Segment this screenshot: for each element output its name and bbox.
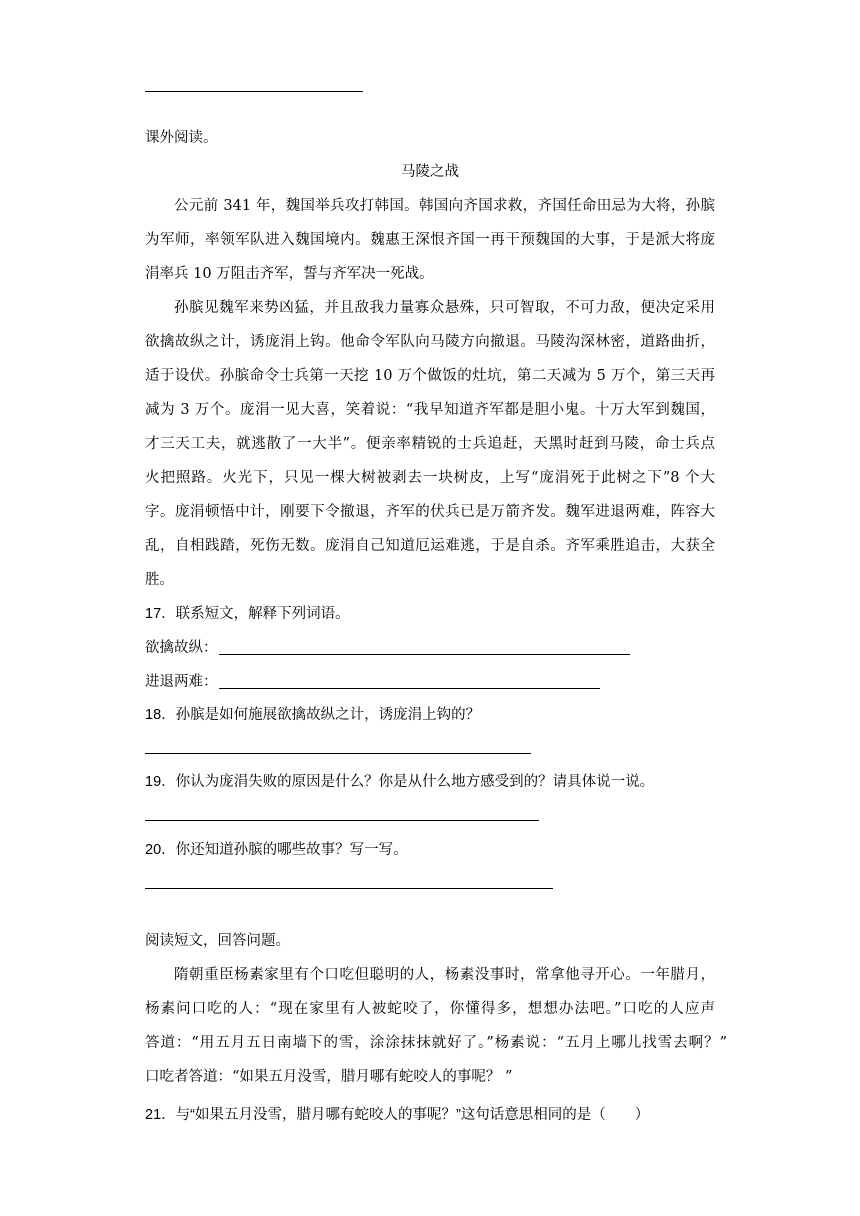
- passage-line: 涓率兵 10 万阻击齐军，誓与齐军决一死战。: [145, 266, 434, 282]
- passage-line: 字。庞涓顿悟中计，刚要下令撤退，齐军的伏兵已是万箭齐发。魏军进退两难，阵容大: [145, 504, 715, 520]
- section-heading-extracurricular: 课外阅读。: [145, 130, 218, 146]
- question-20: 20．你还知道孙膑的哪些故事？写一写。: [145, 842, 408, 858]
- q19-answer-line[interactable]: [145, 820, 539, 821]
- question-17: 17．联系短文，解释下列词语。: [145, 606, 350, 622]
- passage-line: 火把照路。火光下，只见一棵大树被剥去一块树皮，上写“庞涓死于此树之下”8 个大: [145, 470, 715, 486]
- passage-line: 杨素问口吃的人：“现在家里有人被蛇咬了，你懂得多，想想办法吧。”口吃的人应声: [145, 1001, 715, 1017]
- passage-line: 隋朝重臣杨素家里有个口吃但聪明的人，杨素没事时，常拿他寻开心。一年腊月，: [174, 967, 715, 983]
- passage-line: 孙膑见魏军来势凶猛，并且敌我力量寡众悬殊，只可智取，不可力敌，便决定采用: [174, 300, 715, 316]
- passage-line: 才三天工夫，就逃散了一大半”。便亲率精锐的士兵追赶，天黑时赶到马陵，命士兵点: [145, 436, 715, 452]
- q17b-label: 进退两难：: [145, 674, 218, 690]
- passage-line: 乱，自相践踏，死伤无数。庞涓自己知道厄运难逃，于是自杀。齐军乘胜追击，大获全: [145, 538, 715, 554]
- question-19: 19．你认为庞涓失败的原因是什么？你是从什么地方感受到的？请具体说一说。: [145, 774, 655, 790]
- passage-line: 答道：“用五月五日南墙下的雪，涂涂抹抹就好了。”杨素说：“五月上哪儿找雪去啊？”: [145, 1035, 727, 1051]
- passage-line: 口吃者答道：“如果五月没雪，腊月哪有蛇咬人的事呢？ ”: [145, 1069, 513, 1085]
- passage-line: 为军师，率领军队进入魏国境内。魏惠王深恨齐国一再干预魏国的大事，于是派大将庞: [145, 232, 715, 248]
- question-21: 21．与“如果五月没雪，腊月哪有蛇咬人的事呢？”这句话意思相同的是（ ）: [145, 1107, 650, 1123]
- q17a-label: 欲擒故纵：: [145, 640, 218, 656]
- answer-line-top: [145, 91, 363, 92]
- passage-title: 马陵之战: [401, 164, 459, 180]
- q17b-answer-line[interactable]: [219, 688, 600, 689]
- section-heading-reading: 阅读短文，回答问题。: [145, 933, 290, 949]
- passage-line: 欲擒故纵之计，诱庞涓上钩。他命令军队向马陵方向撤退。马陵沟深林密，道路曲折，: [145, 334, 715, 350]
- passage-line: 适于设伏。孙膑命令士兵第一天挖 10 万个做饭的灶坑，第二天减为 5 万个，第三天再: [145, 368, 715, 384]
- q18-answer-line[interactable]: [145, 753, 531, 754]
- passage-line: 公元前 341 年，魏国举兵攻打韩国。韩国向齐国求救，齐国任命田忌为大将，孙膑: [174, 198, 715, 214]
- q20-answer-line[interactable]: [145, 888, 553, 889]
- passage-line: 减为 3 万个。庞涓一见大喜，笑着说：“我早知道齐军都是胆小鬼。十万大军到魏国，: [145, 402, 715, 418]
- passage-line: 胜。: [145, 572, 174, 588]
- question-18: 18．孙膑是如何施展欲擒故纵之计，诱庞涓上钩的？: [145, 707, 481, 723]
- q17a-answer-line[interactable]: [219, 654, 630, 655]
